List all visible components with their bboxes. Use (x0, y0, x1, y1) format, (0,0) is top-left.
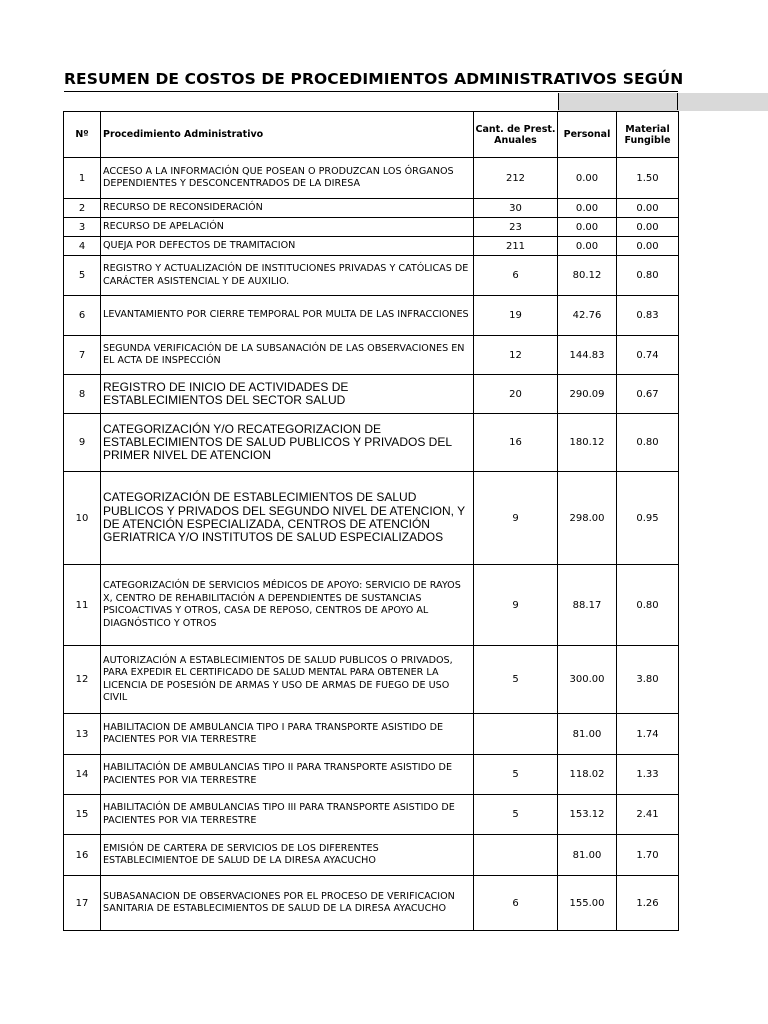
table-row (64, 296, 679, 336)
header-band-outline (558, 93, 678, 110)
row-procedure: REGISTRO DE INICIO DE ACTIVIDADES DE ESTABLECIMIENTOS DEL SECTOR SALUD (101, 375, 474, 414)
row-personnel: 42.76 (558, 296, 617, 336)
row-number: 6 (64, 296, 101, 336)
row-number: 1 (64, 158, 101, 199)
header-quantity: Cant. de Prest. Anuales (474, 112, 558, 158)
row-quantity: 23 (474, 218, 558, 237)
table-row (64, 795, 679, 835)
table-row (64, 755, 679, 795)
table-row (64, 158, 679, 199)
row-personnel: 298.00 (558, 472, 617, 565)
row-quantity: 5 (474, 646, 558, 714)
row-material: 0.00 (617, 237, 679, 256)
table-row (64, 876, 679, 931)
row-quantity: 6 (474, 876, 558, 931)
row-number: 2 (64, 199, 101, 218)
row-procedure: LEVANTAMIENTO POR CIERRE TEMPORAL POR MULTA DE LAS INFRACCIONES (101, 296, 474, 336)
row-number: 11 (64, 565, 101, 646)
table-row (64, 199, 679, 218)
row-procedure: CATEGORIZACIÓN DE SERVICIOS MÉDICOS DE APOYO: SERVICIO DE RAYOS X, CENTRO DE REHABILITACIÓN A DEPENDIENTES DE SUSTANCIAS PSICOACTIVAS Y OTROS, CASA DE REPOSO, CENTROS DE APOYO AL DIAGNÓSTICO Y OTROS (101, 565, 474, 646)
row-material: 0.00 (617, 199, 679, 218)
row-personnel: 81.00 (558, 835, 617, 876)
row-personnel: 290.09 (558, 375, 617, 414)
row-personnel: 80.12 (558, 256, 617, 296)
row-procedure: RECURSO DE RECONSIDERACIÓN (101, 199, 474, 218)
document-title: RESUMEN DE COSTOS DE PROCEDIMIENTOS ADMINISTRATIVOS SEGÚN (64, 70, 684, 88)
row-quantity: 5 (474, 755, 558, 795)
row-quantity: 9 (474, 472, 558, 565)
row-number: 16 (64, 835, 101, 876)
header-material: Material Fungible (617, 112, 679, 158)
row-number: 13 (64, 714, 101, 755)
row-procedure: AUTORIZACIÓN A ESTABLECIMIENTOS DE SALUD PUBLICOS O PRIVADOS, PARA EXPEDIR EL CERTIFICADO DE SALUD MENTAL PARA OBTENER LA LICENCIA DE POSESIÓN DE ARMAS Y USO DE ARMAS DE FUEGO DE USO CIVIL (101, 646, 474, 714)
row-number: 7 (64, 336, 101, 375)
row-material: 1.70 (617, 835, 679, 876)
table-row (64, 646, 679, 714)
row-material: 3.80 (617, 646, 679, 714)
row-material: 0.95 (617, 472, 679, 565)
row-quantity: 12 (474, 336, 558, 375)
row-material: 0.80 (617, 414, 679, 472)
row-material: 0.80 (617, 256, 679, 296)
row-personnel: 88.17 (558, 565, 617, 646)
row-personnel: 81.00 (558, 714, 617, 755)
row-quantity (474, 835, 558, 876)
row-procedure: HABILITACIÓN DE AMBULANCIAS TIPO III PARA TRANSPORTE ASISTIDO DE PACIENTES POR VIA TERRESTRE (101, 795, 474, 835)
row-personnel: 0.00 (558, 199, 617, 218)
row-personnel: 0.00 (558, 158, 617, 199)
row-material: 1.50 (617, 158, 679, 199)
row-quantity: 5 (474, 795, 558, 835)
row-number: 4 (64, 237, 101, 256)
row-procedure: SEGUNDA VERIFICACIÓN DE LA SUBSANACIÓN DE LAS OBSERVACIONES EN EL ACTA DE INSPECCIÓN (101, 336, 474, 375)
row-personnel: 155.00 (558, 876, 617, 931)
row-number: 3 (64, 218, 101, 237)
row-personnel: 0.00 (558, 218, 617, 237)
table-row (64, 336, 679, 375)
row-personnel: 0.00 (558, 237, 617, 256)
row-quantity (474, 714, 558, 755)
row-procedure: CATEGORIZACIÓN Y/O RECATEGORIZACION DE ESTABLECIMIENTOS DE SALUD PUBLICOS Y PRIVADOS DEL PRIMER NIVEL DE ATENCION (101, 414, 474, 472)
row-quantity: 9 (474, 565, 558, 646)
table-header-row (64, 112, 679, 158)
table-row (64, 375, 679, 414)
row-number: 14 (64, 755, 101, 795)
row-personnel: 118.02 (558, 755, 617, 795)
row-material: 2.41 (617, 795, 679, 835)
row-quantity: 20 (474, 375, 558, 414)
row-quantity: 212 (474, 158, 558, 199)
table-row (64, 218, 679, 237)
row-number: 8 (64, 375, 101, 414)
row-procedure: SUBASANACION DE OBSERVACIONES POR EL PROCESO DE VERIFICACION SANITARIA DE ESTABLECIMIENTOS DE SALUD DE LA DIRESA AYACUCHO (101, 876, 474, 931)
row-personnel: 153.12 (558, 795, 617, 835)
row-number: 15 (64, 795, 101, 835)
row-quantity: 19 (474, 296, 558, 336)
row-quantity: 16 (474, 414, 558, 472)
row-procedure: QUEJA POR DEFECTOS DE TRAMITACION (101, 237, 474, 256)
row-procedure: HABILITACION DE AMBULANCIA TIPO I PARA TRANSPORTE ASISTIDO DE PACIENTES POR VIA TERRESTRE (101, 714, 474, 755)
cost-summary-table (63, 111, 679, 931)
table-row (64, 565, 679, 646)
header-procedure: Procedimiento Administrativo (101, 112, 474, 158)
table-row (64, 256, 679, 296)
row-procedure: HABILITACIÓN DE AMBULANCIAS TIPO II PARA TRANSPORTE ASISTIDO DE PACIENTES POR VIA TERRESTRE (101, 755, 474, 795)
title-underline (64, 91, 678, 92)
table-row (64, 714, 679, 755)
table-row (64, 472, 679, 565)
row-procedure: RECURSO DE APELACIÓN (101, 218, 474, 237)
row-number: 5 (64, 256, 101, 296)
row-procedure: CATEGORIZACIÓN DE ESTABLECIMIENTOS DE SALUD PUBLICOS Y PRIVADOS DEL SEGUNDO NIVEL DE ATENCION, Y DE ATENCIÓN ESPECIALIZADA, CENTROS DE ATENCIÓN GERIATRICA Y/O INSTITUTOS DE SALUD ESPECIALIZADOS (101, 472, 474, 565)
row-quantity: 30 (474, 199, 558, 218)
row-personnel: 144.83 (558, 336, 617, 375)
row-quantity: 211 (474, 237, 558, 256)
header-number: Nº (64, 112, 101, 158)
row-quantity: 6 (474, 256, 558, 296)
row-number: 9 (64, 414, 101, 472)
row-procedure: REGISTRO Y ACTUALIZACIÓN DE INSTITUCIONES PRIVADAS Y CATÓLICAS DE CARÁCTER ASISTENCIAL Y DE AUXILIO. (101, 256, 474, 296)
row-material: 1.33 (617, 755, 679, 795)
row-number: 12 (64, 646, 101, 714)
header-personnel: Personal (558, 112, 617, 158)
row-material: 0.80 (617, 565, 679, 646)
row-material: 0.74 (617, 336, 679, 375)
row-material: 0.83 (617, 296, 679, 336)
row-personnel: 180.12 (558, 414, 617, 472)
row-material: 1.74 (617, 714, 679, 755)
row-number: 17 (64, 876, 101, 931)
row-procedure: ACCESO A LA INFORMACIÓN QUE POSEAN O PRODUZCAN LOS ÓRGANOS DEPENDIENTES Y DESCONCENTRADOS DE LA DIRESA (101, 158, 474, 199)
row-material: 0.67 (617, 375, 679, 414)
table-row (64, 835, 679, 876)
row-procedure: EMISIÓN DE CARTERA DE SERVICIOS DE LOS DIFERENTES ESTABLECIMIENTOE DE SALUD DE LA DIRESA AYACUCHO (101, 835, 474, 876)
row-number: 10 (64, 472, 101, 565)
row-material: 1.26 (617, 876, 679, 931)
table-row (64, 237, 679, 256)
row-material: 0.00 (617, 218, 679, 237)
row-personnel: 300.00 (558, 646, 617, 714)
table-row (64, 414, 679, 472)
